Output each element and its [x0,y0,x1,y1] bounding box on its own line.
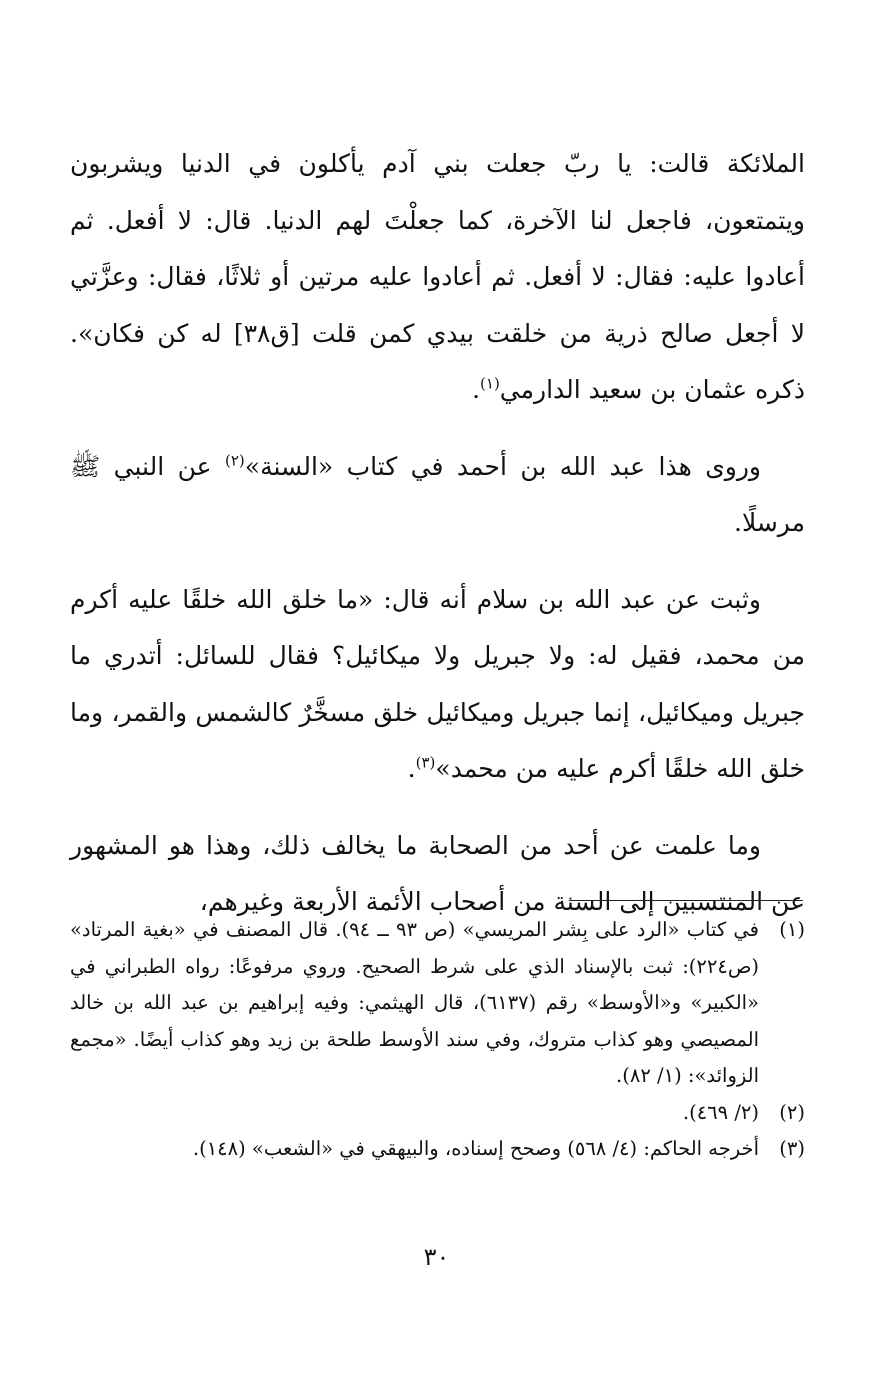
footnote-3-text: أخرجه الحاكم: (٤/ ٥٦٨) وصحح إسناده، والبيهقي في «الشعب» (١٤٨). [192,1137,759,1160]
paragraph-2-text: وروى هذا عبد الله بن أحمد في كتاب «السنة» [244,451,761,481]
paragraph-3-end: . [407,754,416,783]
footnote-1 [70,912,805,1095]
paragraph-1 [70,136,805,419]
footnote-ref-2[interactable]: (٢) [225,451,245,470]
footnote-2-number: (٢) [779,1100,805,1124]
footnote-3-number: (٣) [779,1137,805,1160]
footnote-1-number: (١) [779,918,805,941]
paragraph-3 [70,572,805,798]
footnote-3 [70,1131,805,1168]
footnote-1-text: في كتاب «الرد على بِشر المريسي» (ص ٩٣ ــ ٩٤). قال المصنف في «بغية المرتاد» (ص٢٢٤): ثبت بالإسناد الذي على شرط الصحيح. وروي مرفوعًا: رواه الطبراني في «الكبير» و«الأوسط» رقم (٦١٣٧)، قال الهيثمي: وفيه إبراهيم بن عبد الله بن خالد المصيصي وهو كذاب متروك، وفي سند الأوسط طلحة بن زيد وهو كذاب أيضًا. «مجمع الزوائد»: (١/ ٨٢). [70,918,759,1087]
footnote-2 [70,1095,805,1132]
paragraph-4-text: وما علمت عن أحد من الصحابة ما يخالف ذلك، وهذا هو المشهور عن المنتسبين إلى السنة من أصحاب الأئمة الأربعة وغيرهم، [70,830,805,916]
page-number: ٣٠ [423,1243,450,1271]
footnote-divider [569,900,803,901]
footnote-ref-1[interactable]: (١) [480,374,500,393]
main-text [70,136,805,951]
paragraph-1-end: . [472,375,481,404]
paragraph-2-end: عن النبي ﷺ مرسلًا. [70,451,805,537]
paragraph-3-text: وثبت عن عبد الله بن سلام أنه قال: «ما خلق الله خلقًا عليه أكرم من محمد، فقيل له: ولا جبريل ولا ميكائيل؟ فقال للسائل: أتدري ما جبريل وميكائيل، إنما جبريل وميكائيل خلق مسخَّرٌ كالشمس والقمر، وما خلق الله خلقًا أكرم عليه من محمد» [70,584,805,783]
footnotes [70,912,805,1168]
footnote-2-text: (٢/ ٤٦٩). [682,1100,759,1124]
paragraph-1-text: الملائكة قالت: يا ربّ جعلت بني آدم يأكلون في الدنيا ويشربون ويتمتعون، فاجعل لنا الآخرة، كما جعلْتَ لهم الدنيا. قال: لا أفعل. ثم أعادوا عليه: فقال: لا أفعل. ثم أعادوا عليه مرتين أو ثلاثًا، فقال: وعزَّتي لا أجعل صالح ذرية من خلقت بيدي كمن قلت [ق٣٨] له كن فكان». ذكره عثمان بن سعيد الدارمي [70,149,805,404]
footnote-ref-3[interactable]: (٣) [415,753,436,772]
paragraph-2 [70,439,805,552]
